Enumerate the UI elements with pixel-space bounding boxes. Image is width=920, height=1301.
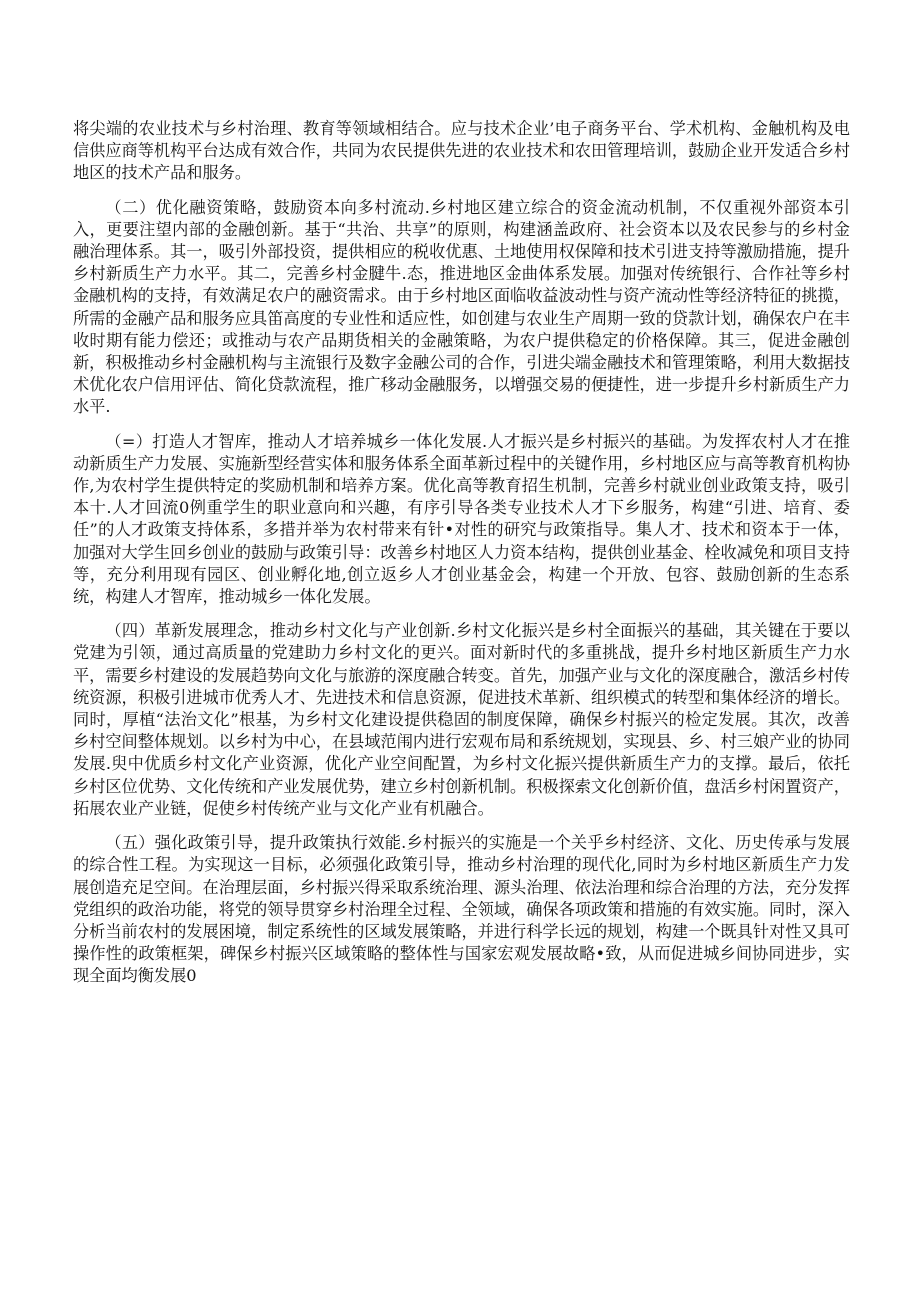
paragraph-continuation: 将尖端的农业技术与乡村治理、教育等领域相结合。应与技术企业’电子商务平台、学术机构、金触机构及电信供应商等机构平台达成有效合作，共同为农民提供先进的农业技术和农田管理培训，鼓励企业开发适合乡村地区的技术产品和服务。: [73, 119, 850, 183]
paragraph-policy-guidance: （五）强化政策引导，提升政策执行效能.乡村振兴的实施是一个关乎乡村经济、文化、历史传承与发展的综合性工程。为实现这一目标，必须强化政策引导，推动乡村治理的现代化,同时为乡村地区新质生产力发展创造充足空间。在治理层面，乡村振兴得采取系统治理、源头治理、依法治理和综合治理的方法，充分发挥党组织的政治功能，将党的领导贯穿乡村治理全过程、全领域，确保各项政策和措施的有效实施。同时，深入分析当前农村的发展困境，制定系统性的区域发展策略，并进行科学长远的规划，构建一个既具针对性又具可操作性的政策框架，碑保乡村振兴区域策略的整体性与国家宏观发展故略•致，从而促进城乡间协同进步，实现全面均衡发展0: [73, 833, 850, 986]
paragraph-talent-think-tank: （=）打造人才智库，推动人才培养城乡一体化发展.人才振兴是乡村振兴的基础。为发挥农村人才在推动新质生产力发展、实施新型经营实体和服务体系全面革新过程中的关键作用，乡村地区应与高等教育机构协作,为农村学生提供特定的奖励机制和培养方案。优化高等教育招生机制，完善乡村就业创业政策支持，吸引本十.人才回流0例重学生的职业意向和兴趣，有序引导各类专业技术人才下乡服务，构建“引进、培育、委任”的人才政策支持体系，多措并举为农村带来有针•对性的研究与政策指导。集人才、技术和资本于一体，加强对大学生回乡创业的鼓励与政策引导：改善乡村地区人力资本结构，提供创业基金、栓收减免和项目支持等，充分利用现有园区、创业孵化地,创立返乡人才创业基金会，构建一个开放、包容、鼓励创新的生态系统，构建人才智库，推动城乡一体化发展。: [73, 431, 850, 607]
paragraph-financing-strategy: （二）优化融资策略，鼓励资本向多村流动.乡村地区建立综合的资金流动机制，不仅重视外部资本引入，更要注望内部的金融创新。基于“共治、共享”的原则，构建涵盖政府、社会资本以及农民参与的乡村金融治理体系。其一，吸引外部投资，提供相应的税收优惠、土地使用权保障和技术引进支持等激励措施，提升乡村新质生产力水平。其二，完善乡村金腱牛.态，推进地区金曲体系发展。加强对传统银行、合作社等乡村金融机构的支持，有效满足农户的融资需求。由于乡村地区面临收益波动性与资产流动性等经济特征的挑揽，所需的金融产品和服务应具笛高度的专业性和适应性，如创建与农业生产周期一致的贷款计划，确保农户在丰收时期有能力偿还；或推动与农产品期货相关的金融策略，为农户提供稳定的价格保障。其三，促进金融创新，积极推动乡村金融机构与主流银行及数字金融公司的合作，引进尖端金融技术和管理策略，利用大数据技术优化农户信用评估、简化贷款流程，推广移动金融服务，以增强交易的便捷性，进一步提升乡村新质生产力水平.: [73, 197, 850, 417]
document-body: [73, 118, 850, 1000]
paragraph-culture-industry-innovation: （四）革新发展理念，推动乡村文化与产业创新.乡村文化振兴是乡村全面振兴的基础，其关键在于要以党建为引领，通过高质量的党建助力乡村文化的更兴。面对新时代的多重挑战，提升乡村地区新质生产力水平，需要乡村建设的发展趋势向文化与旅游的深度融合转变。首先，加强产业与文化的深度融合，激活乡村传统资源，积极引进城市优秀人才、先进技术和信息资源，促进技术革新、组织模式的转型和集体经济的增长。同时，厚植“法治文化”根基，为乡村文化建设提供稳固的制度保障，确保乡村振兴的检定发展。其次，改善乡村空间整体规划。以乡村为中心，在县域范闱内进行宏观布局和系统规划，实现县、乡、村三娘产业的协同发展.臾中优质乡村文化产业资源，优化产业空间配置，为乡村文化振兴提供新质生产力的支撑。最后，依托乡村区位优势、文化传统和产业发展优势，建立乡村创新机制。积极探索文化创新价值，盘活乡村闲置资产，拓展农业产业链，促使乡村传统产业与文化产业有机融合。: [73, 621, 850, 818]
